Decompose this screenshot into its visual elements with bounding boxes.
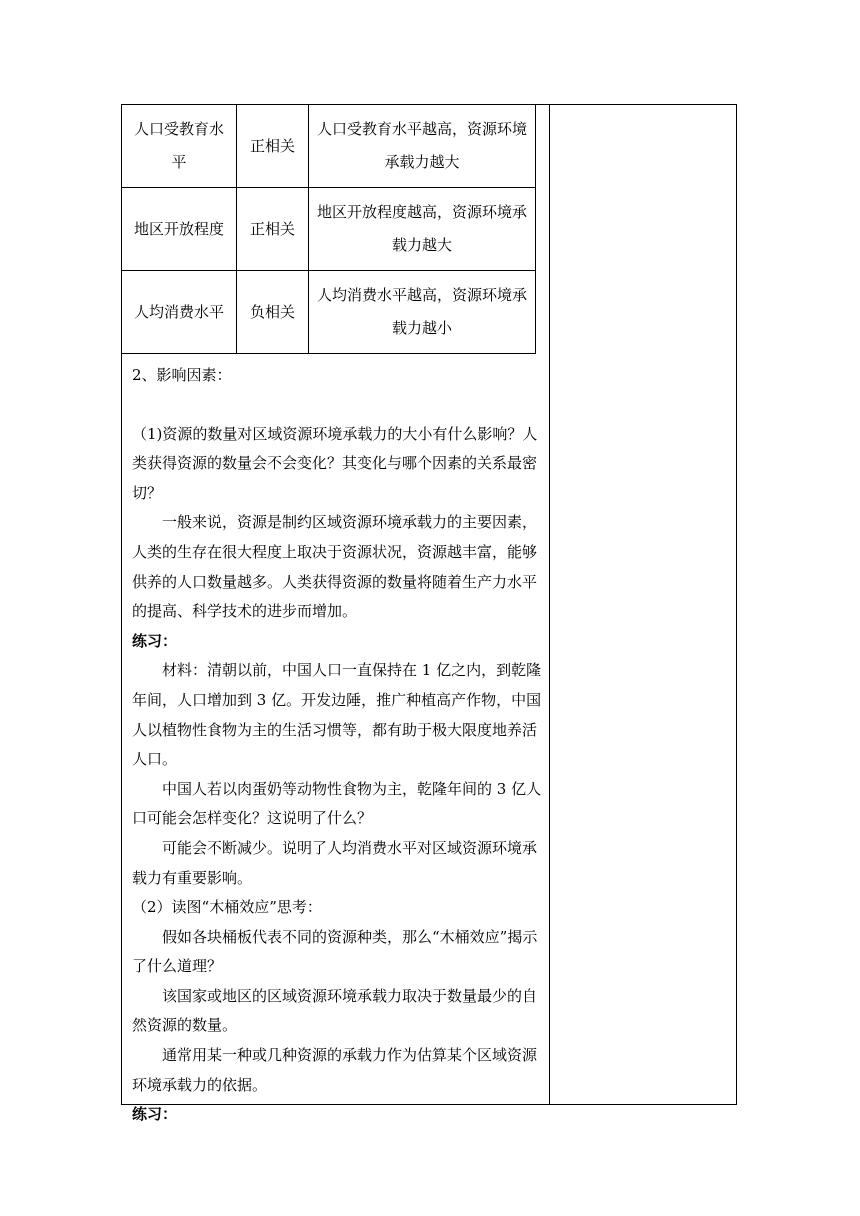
- column-divider: [549, 105, 550, 1104]
- question-2-answer: 该国家或地区的区域资源环境承载力取决于数量最少的自然资源的数量。: [132, 986, 538, 1035]
- practice-material: 材料：清朝以前，中国人口一直保持在 1 亿之内，到乾隆年间，人口增加到 3 亿。开发边陲，推广种植高产作物，中国人以植物性食物为主的生活习惯等，都有助于极大限度地养活人口。: [132, 661, 542, 769]
- description-cell: 地区开放程度越高，资源环境承载力越大: [309, 188, 536, 271]
- description-cell: 人口受教育水平越高，资源环境承载力越大: [309, 105, 536, 188]
- factor-table: [121, 104, 536, 354]
- section-heading: 2、影响因素：: [132, 366, 232, 384]
- document-table: [121, 104, 737, 1124]
- question-2: （2）读图“木桶效应”思考：: [132, 898, 322, 917]
- relation-cell: 正相关: [237, 188, 309, 271]
- question-2-note: 通常用某一种或几种资源的承载力作为估算某个区域资源环境承载力的依据。: [132, 1046, 538, 1094]
- lesson-content: [132, 361, 548, 1130]
- factor-cell: 地区开放程度: [122, 188, 237, 271]
- answer-1: 一般来说，资源是制约区域资源环境承载力的主要因素，人类的生存在很大程度上取决于资源状况，资源越丰富，能够供养的人口数量越多。人类获得资源的数量将随着生产力水平的提高、科学技术的进步而增加。: [132, 513, 538, 621]
- practice-question: 中国人若以肉蛋奶等动物性食物为主，乾隆年间的 3 亿人口可能会怎样变化？这说明了什么？: [132, 779, 542, 828]
- question-1: （1)资源的数量对区域资源环境承载力的大小有什么影响？人类获得资源的数量会不会变化？其变化与哪个因素的关系最密切？: [132, 424, 538, 502]
- factor-cell: 人口受教育水平: [122, 105, 237, 188]
- factor-cell: 人均消费水平: [122, 271, 237, 354]
- description-cell: 人均消费水平越高，资源环境承载力越小: [309, 271, 536, 354]
- relation-cell: 负相关: [237, 271, 309, 354]
- practice-label: 练习：: [132, 631, 178, 650]
- relation-cell: 正相关: [237, 105, 309, 188]
- practice-answer: 可能会不断减少。说明了人均消费水平对区域资源环境承载力有重要影响。: [132, 838, 538, 887]
- table-row: [122, 271, 536, 354]
- table-row: [122, 188, 536, 271]
- table-row: [122, 105, 536, 188]
- question-2-prompt: 假如各块桶板代表不同的资源种类，那么“木桶效应”揭示了什么道理？: [132, 927, 538, 976]
- practice-label-2: 练习：: [132, 1105, 178, 1124]
